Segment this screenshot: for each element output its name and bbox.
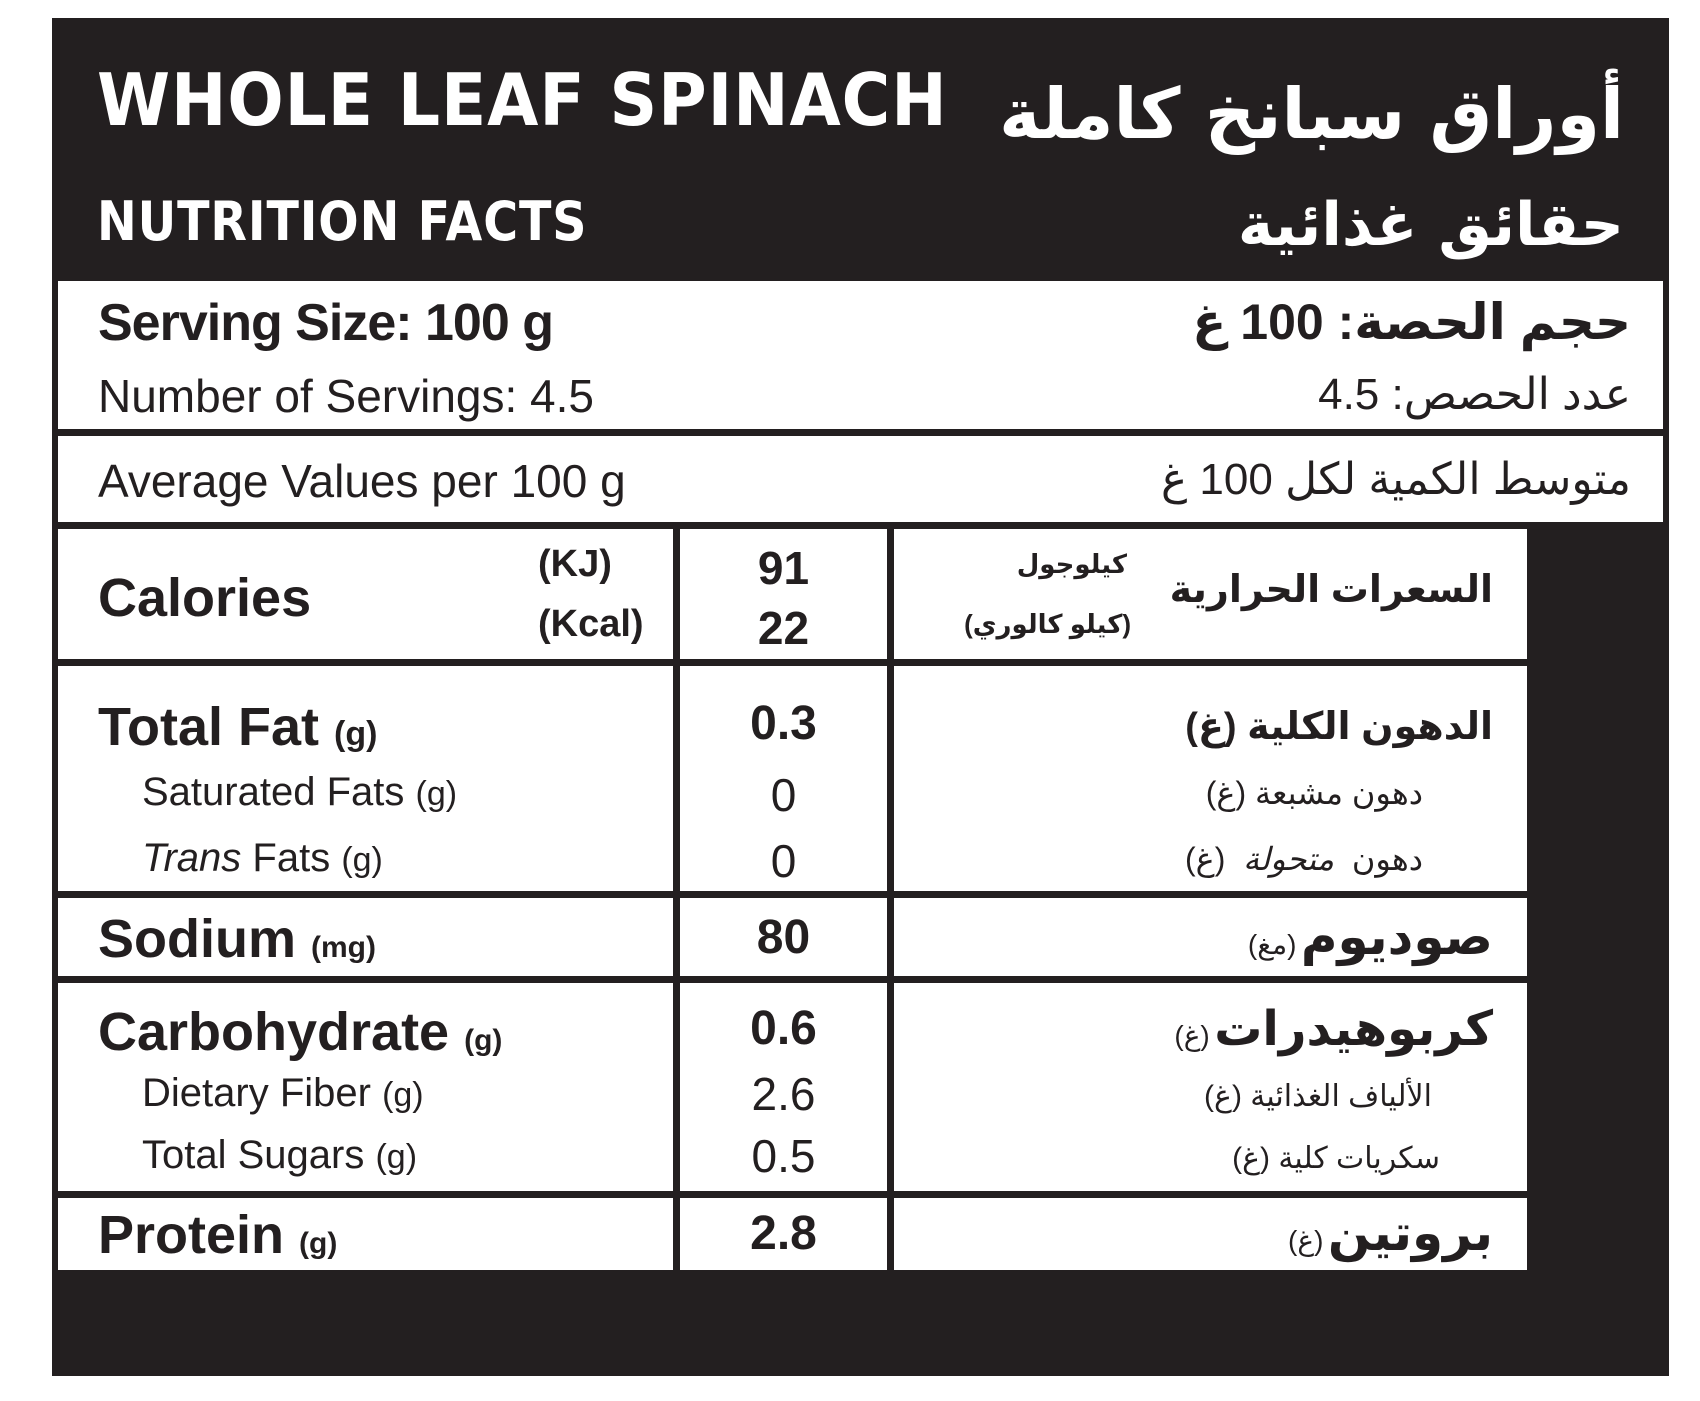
dietary-fiber-ar: الألياف الغذائية (غ) [1204,1080,1432,1113]
sodium-value-cell [680,898,887,976]
unit-kj: (KJ) [538,543,612,585]
serving-size-en: Serving Size: 100 g [98,294,553,352]
section-title-ar: حقائق غذائية [1237,190,1624,260]
product-title-ar: أوراق سبانخ كاملة [999,73,1624,155]
average-values-box [58,436,1663,522]
product-title-en: WHOLE LEAF SPINACH [97,58,948,142]
nutrition-label [52,18,1669,1376]
unit-kcal-ar: (كيلو كالوري) [964,609,1131,639]
total-fat-value: 0.3 [750,697,817,750]
dietary-fiber-value: 2.6 [751,1068,816,1120]
sodium-ar: صوديوم (مغ) [1247,909,1493,965]
protein-ar: بروتين (غ) [1288,1205,1493,1261]
calories-ar-cell [894,529,1527,659]
sodium-value: 80 [756,911,811,964]
sodium-ar-cell [894,898,1527,976]
dietary-fiber-en: Dietary Fiber (g) [142,1071,424,1115]
protein-value-cell [680,1198,887,1270]
serving-size-ar: حجم الحصة: 100 غ [1192,294,1631,350]
section-title-en: NUTRITION FACTS [97,190,588,253]
calories-en-cell [58,529,673,659]
calories-kcal-value: 22 [757,602,810,654]
carbohydrate-ar: كربوهيدرات (غ) [1174,1003,1493,1056]
trans-fats-ar: دهون متحولة (غ) [1184,841,1423,877]
trans-fats-en: Trans Fats (g) [142,836,383,880]
total-fat-en: Total Fat (g) [98,697,378,757]
saturated-fats-en: Saturated Fats (g) [142,770,458,814]
total-sugars-value: 0.5 [751,1130,816,1182]
protein-ar-cell [894,1198,1527,1270]
servings-count-ar: عدد الحصص: 4.5 [1318,370,1631,419]
carbs-value-cell [680,983,887,1191]
sodium-en: Sodium (mg) [98,909,376,969]
protein-en: Protein (g) [98,1205,338,1265]
saturated-fats-ar: دهون مشبعة (غ) [1205,775,1423,811]
calories-value-cell [680,529,887,659]
serving-box [58,281,1663,429]
protein-value: 2.8 [750,1207,817,1260]
calories-label-en: Calories [98,568,312,628]
total-sugars-ar: سكريات كلية (غ) [1232,1142,1440,1175]
sodium-en-cell [58,898,673,976]
fat-ar-cell [894,666,1527,891]
label-header [52,18,1669,278]
fat-en-cell [58,666,673,891]
unit-kcal: (Kcal) [538,603,644,645]
fat-value-cell [680,666,887,891]
calories-kj-value: 91 [757,542,810,594]
calories-label-ar: السعرات الحرارية [1169,569,1493,611]
average-values-ar: متوسط الكمية لكل 100 غ [1160,455,1631,504]
saturated-fats-value: 0 [770,769,797,821]
protein-en-cell [58,1198,673,1270]
total-sugars-en: Total Sugars (g) [142,1133,418,1177]
carbohydrate-value: 0.6 [750,1002,817,1055]
unit-kj-ar: كيلوجول [1016,549,1127,579]
carbs-en-cell [58,983,673,1191]
trans-fats-value: 0 [770,835,797,887]
carbohydrate-en: Carbohydrate (g) [98,1002,503,1062]
servings-count-en: Number of Servings: 4.5 [98,370,595,422]
carbs-ar-cell [894,983,1527,1191]
total-fat-ar: الدهون الكلية (غ) [1185,706,1493,748]
average-values-en: Average Values per 100 g [98,455,626,507]
